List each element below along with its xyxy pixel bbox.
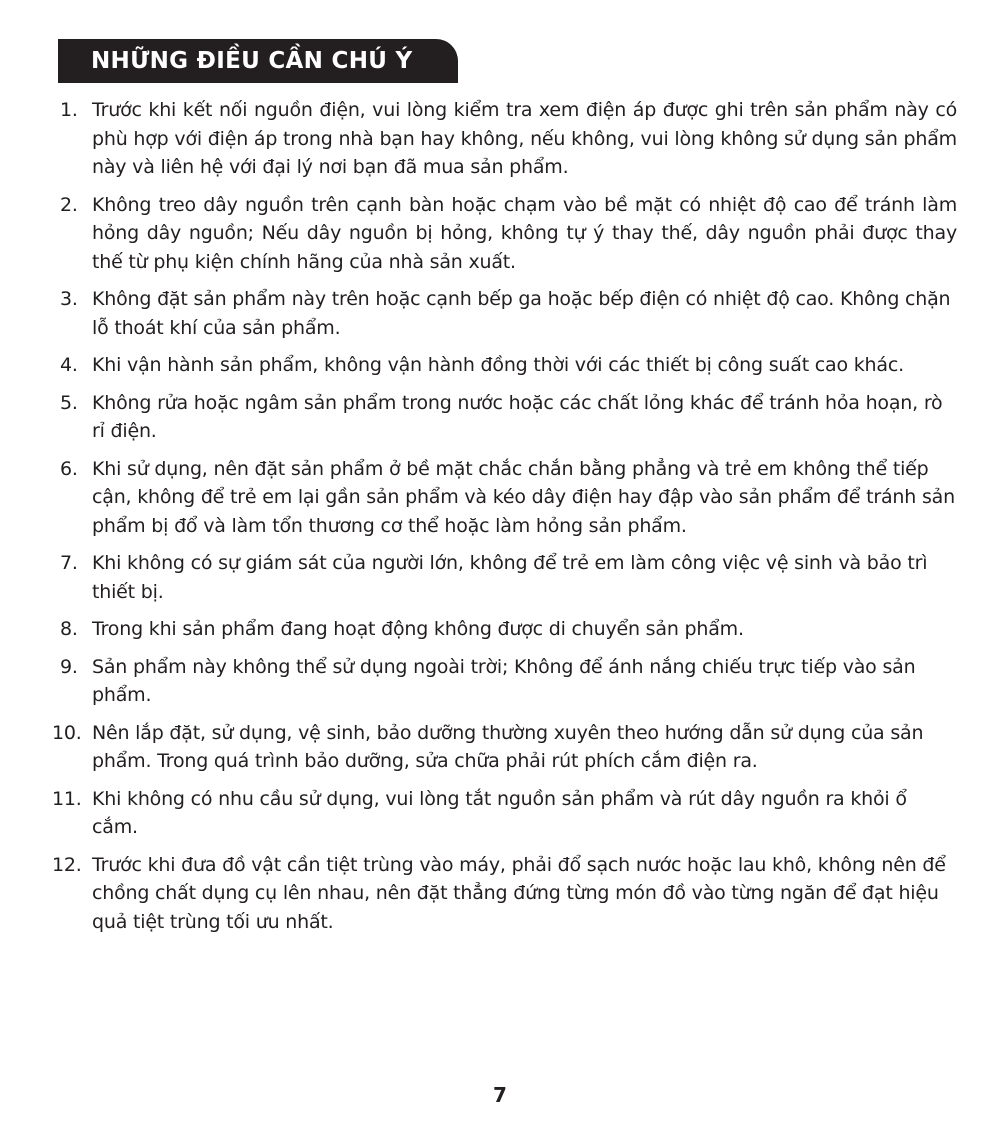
list-item: [52, 351, 957, 380]
page-number: 7: [493, 1083, 507, 1107]
precautions-list: [52, 96, 957, 945]
item-text: Trước khi kết nối nguồn điện, vui lòng kiểm tra xem điện áp được ghi trên sản phẩm này có phù hợp với điện áp trong nhà bạn hay không, nếu không, vui lòng không sử dụng sản phẩm này và liên hệ với đại lý nơi bạn đã mua sản phẩm.: [92, 99, 957, 178]
item-text: Không treo dây nguồn trên cạnh bàn hoặc chạm vào bề mặt có nhiệt độ cao để tránh làm hỏng dây nguồn; Nếu dây nguồn bị hỏng, không tự ý thay thế, dây nguồn phải được thay thế từ phụ kiện chính hãng của nhà sản xuất.: [92, 193, 957, 273]
list-item: [52, 285, 957, 342]
item-text: Khi không có sự giám sát của người lớn, không để trẻ em làm công việc vệ sinh và bảo trì thiết bị.: [92, 552, 928, 603]
item-text: Khi không có nhu cầu sử dụng, vui lòng tắt nguồn sản phẩm và rút dây nguồn ra khỏi ổ cắm.: [92, 787, 907, 838]
item-number: 4.: [60, 354, 78, 376]
list-item: [52, 191, 957, 277]
item-text: Trước khi đưa đồ vật cần tiệt trùng vào máy, phải đổ sạch nước hoặc lau khô, không nên để chồng chất dụng cụ lên nhau, nên đặt thẳng đứng từng món đồ vào từng ngăn để đạt hiệu quả tiệt trùng tối ưu nhất.: [92, 853, 946, 933]
item-text: Khi sử dụng, nên đặt sản phẩm ở bề mặt chắc chắn bằng phẳng và trẻ em không thể tiếp cận, không để trẻ em lại gần sản phẩm và kéo dây điện hay đập vào sản phẩm để tránh sản phẩm bị đổ và làm tổn thương cơ thể hoặc làm hỏng sản phẩm.: [92, 457, 955, 537]
item-text: Không đặt sản phẩm này trên hoặc cạnh bếp ga hoặc bếp điện có nhiệt độ cao. Không chặn lỗ thoát khí của sản phẩm.: [92, 288, 951, 339]
item-number: 7.: [60, 552, 78, 574]
list-item: [52, 719, 957, 776]
item-text: Sản phẩm này không thể sử dụng ngoài trời; Không để ánh nắng chiếu trực tiếp vào sản phẩm.: [92, 655, 916, 706]
list-item: [52, 389, 957, 446]
list-item: [52, 549, 957, 606]
list-item: [52, 96, 957, 182]
list-item: [52, 455, 957, 541]
item-text: Trong khi sản phẩm đang hoạt động không được di chuyển sản phẩm.: [92, 618, 744, 640]
item-number: 8.: [60, 618, 78, 640]
list-item: [52, 785, 957, 842]
item-number: 1.: [60, 99, 78, 121]
item-text: Không rửa hoặc ngâm sản phẩm trong nước hoặc các chất lỏng khác để tránh hỏa hoạn, rò rỉ điện.: [92, 391, 943, 442]
list-item: [52, 851, 957, 937]
item-number: 11.: [52, 787, 82, 810]
item-number: 12.: [52, 853, 82, 876]
item-text: Nên lắp đặt, sử dụng, vệ sinh, bảo dưỡng thường xuyên theo hướng dẫn sử dụng của sản phẩm. Trong quá trình bảo dưỡng, sửa chữa phải rút phích cắm điện ra.: [92, 721, 924, 772]
section-heading-banner: [58, 39, 458, 83]
item-number: 10.: [52, 721, 82, 744]
item-number: 3.: [60, 288, 78, 310]
section-heading: NHỮNG ĐIỀU CẦN CHÚ Ý: [91, 48, 413, 74]
list-item: [52, 653, 957, 710]
list-item: [52, 615, 957, 644]
item-number: 2.: [60, 193, 78, 216]
item-text: Khi vận hành sản phẩm, không vận hành đồng thời với các thiết bị công suất cao khác.: [92, 354, 904, 376]
item-number: 9.: [60, 655, 78, 678]
item-number: 5.: [60, 391, 78, 414]
item-number: 6.: [60, 457, 78, 480]
